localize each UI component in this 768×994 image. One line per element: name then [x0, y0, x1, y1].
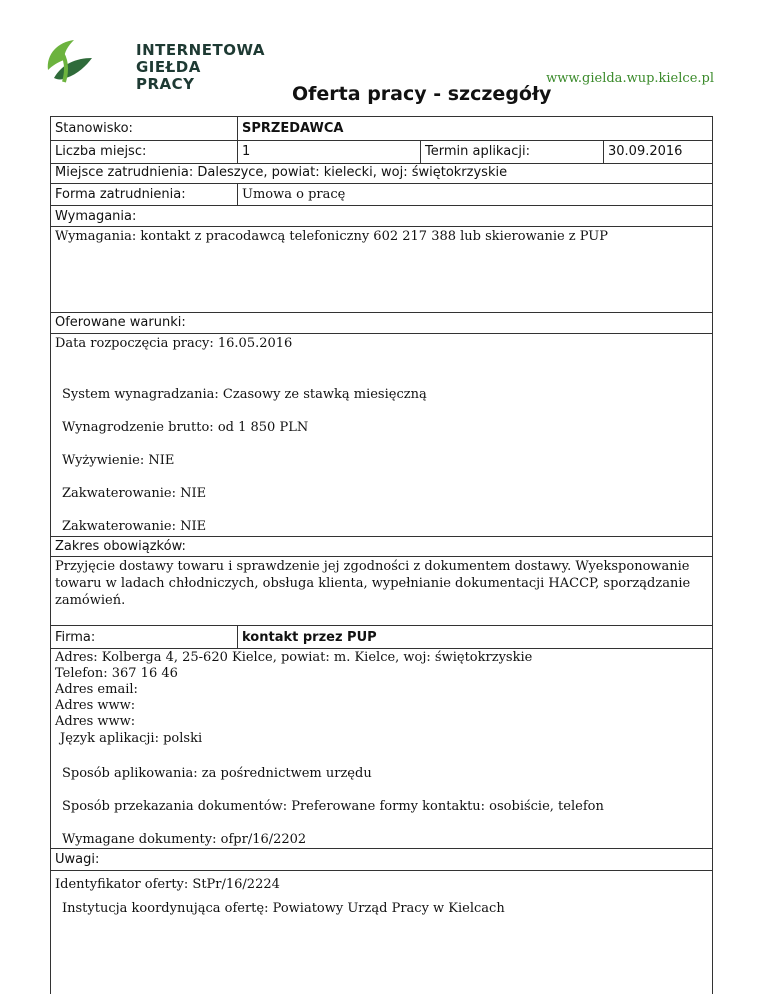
identyfikator-oferty: Identyfikator oferty: StPr/16/2224: [55, 877, 280, 892]
page-title: Oferta pracy - szczegóły: [292, 83, 552, 105]
zakres-line: towaru w ladach chłodniczych, obsługa klienta, wypełnianie dokumentacji HACCP, sporządzanie: [55, 576, 691, 591]
stanowisko-value: SPRZEDAWCA: [242, 121, 344, 136]
liczba-label: Liczba miejsc:: [55, 144, 147, 159]
row-divider: [50, 205, 713, 206]
data-rozpoczecia: Data rozpoczęcia pracy: 16.05.2016: [55, 336, 293, 351]
row-divider: [50, 226, 713, 227]
adres-email: Adres email:: [55, 682, 138, 697]
liczba-value: 1: [242, 144, 251, 159]
warunki-label: Oferowane warunki:: [55, 315, 186, 330]
table-border-left: [50, 116, 51, 994]
row-divider: [50, 536, 713, 537]
zakwaterowanie: Zakwaterowanie: NIE: [62, 519, 207, 534]
firma-value: kontakt przez PUP: [242, 630, 377, 645]
zakres-line: zamówień.: [55, 593, 126, 608]
jezyk-aplikacji: Język aplikacji: polski: [60, 731, 203, 746]
divider: [603, 140, 604, 163]
sposob-przekazania: Sposób przekazania dokumentów: Preferowane formy kontaktu: osobiście, telefon: [62, 799, 604, 814]
forma-label: Forma zatrudnienia:: [55, 187, 186, 202]
zakwaterowanie: Zakwaterowanie: NIE: [62, 486, 207, 501]
sposob-aplikowania: Sposób aplikowania: za pośrednictwem urzędu: [62, 766, 372, 781]
uwagi-label: Uwagi:: [55, 852, 100, 867]
row-divider: [50, 625, 713, 626]
miejsce-zatrudnienia: Miejsce zatrudnienia: Daleszyce, powiat: kielecki, woj: świętokrzyskie: [55, 165, 508, 180]
logo-line2: GIEŁDA PRACY: [136, 58, 201, 93]
instytucja-koordynujaca: Instytucja koordynująca ofertę: Powiatowy Urząd Pracy w Kielcach: [62, 901, 505, 916]
row-divider: [50, 870, 713, 871]
row-divider: [50, 140, 713, 141]
divider: [237, 183, 238, 205]
system-wynagradzania: System wynagradzania: Czasowy ze stawką miesięczną: [62, 387, 427, 402]
logo: [40, 36, 265, 93]
telefon: Telefon: 367 16 46: [55, 666, 178, 681]
row-divider: [50, 556, 713, 557]
stanowisko-label: Stanowisko:: [55, 121, 133, 136]
logo-icon: [40, 36, 98, 90]
wymagania-label: Wymagania:: [55, 209, 137, 224]
divider: [237, 625, 238, 648]
zakres-label: Zakres obowiązków:: [55, 539, 186, 554]
adres-www: Adres www:: [55, 714, 136, 729]
row-divider: [50, 312, 713, 313]
zakres-line: Przyjęcie dostawy towaru i sprawdzenie jej zgodności z dokumentem dostawy. Wyeksponowanie: [55, 559, 690, 574]
termin-label: Termin aplikacji:: [425, 144, 530, 159]
divider: [420, 140, 421, 163]
row-divider: [50, 648, 713, 649]
table-border-right: [712, 116, 713, 994]
row-divider: [50, 116, 713, 117]
wyzywienie: Wyżywienie: NIE: [62, 453, 175, 468]
row-divider: [50, 183, 713, 184]
forma-value: Umowa o pracę: [242, 187, 346, 202]
wymagania-value: Wymagania: kontakt z pracodawcą telefoniczny 602 217 388 lub skierowanie z PUP: [55, 229, 609, 244]
wymagane-dokumenty: Wymagane dokumenty: ofpr/16/2202: [62, 832, 307, 847]
termin-value: 30.09.2016: [608, 144, 683, 159]
row-divider: [50, 848, 713, 849]
firma-label: Firma:: [55, 630, 96, 645]
adres-www: Adres www:: [55, 698, 136, 713]
logo-line1: INTERNETOWA: [136, 41, 265, 59]
site-url: www.gielda.wup.kielce.pl: [546, 71, 714, 86]
adres: Adres: Kolberga 4, 25-620 Kielce, powiat: m. Kielce, woj: świętokrzyskie: [55, 650, 533, 665]
wynagrodzenie: Wynagrodzenie brutto: od 1 850 PLN: [62, 420, 309, 435]
row-divider: [50, 333, 713, 334]
row-divider: [50, 163, 713, 164]
